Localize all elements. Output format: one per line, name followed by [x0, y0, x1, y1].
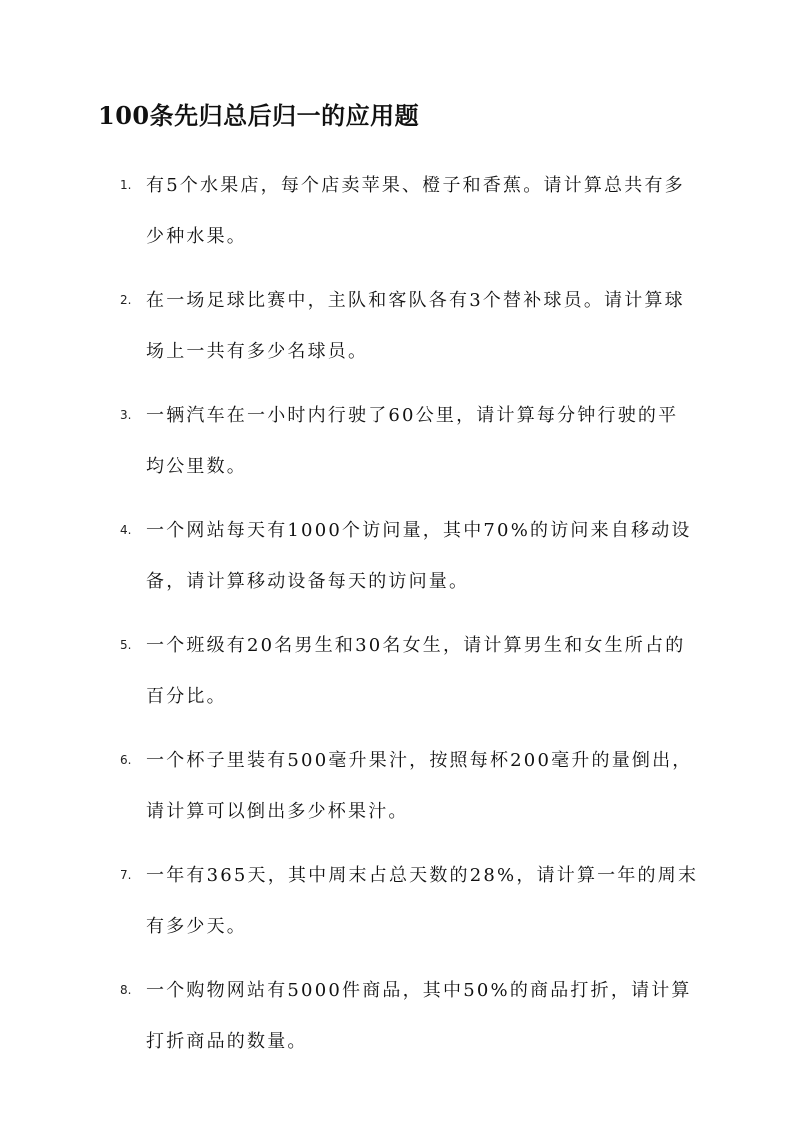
question-number: 2.	[120, 293, 132, 307]
question-text-line-1: 一个杯子里装有500毫升果汁，按照每杯200毫升的量倒出，	[146, 750, 693, 771]
question-number: 8.	[120, 983, 132, 997]
question-text-line-2: 百分比。	[146, 686, 227, 707]
question-item	[0, 168, 800, 283]
question-item	[0, 283, 800, 398]
question-number: 6.	[120, 753, 132, 767]
question-text-line-2: 场上一共有多少名球员。	[146, 341, 369, 362]
question-item	[0, 398, 800, 513]
question-text-line-2: 备，请计算移动设备每天的访问量。	[146, 571, 470, 592]
question-number: 5.	[120, 638, 132, 652]
question-list	[0, 168, 800, 1088]
question-item	[0, 858, 800, 973]
question-text-line-1: 一个购物网站有5000件商品，其中50%的商品打折，请计算	[146, 980, 692, 1001]
question-text-line-1: 一个班级有20名男生和30名女生，请计算男生和女生所占的	[146, 635, 686, 656]
question-text-line-2: 请计算可以倒出多少杯果汁。	[146, 801, 409, 822]
question-number: 1.	[120, 178, 132, 192]
question-text-line-1: 一辆汽车在一小时内行驶了60公里，请计算每分钟行驶的平	[146, 405, 679, 426]
question-number: 4.	[120, 523, 132, 537]
question-text-line-2: 有多少天。	[146, 916, 247, 937]
document-title: 100条先归总后归一的应用题	[98, 101, 420, 130]
question-text-line-2: 打折商品的数量。	[146, 1031, 308, 1052]
question-item	[0, 513, 800, 628]
question-text-line-1: 在一场足球比赛中，主队和客队各有3个替补球员。请计算球	[146, 290, 685, 311]
question-text-line-1: 一年有365天，其中周末占总天数的28%，请计算一年的周末	[146, 865, 699, 886]
question-number: 3.	[120, 408, 132, 422]
question-text-line-2: 均公里数。	[146, 456, 247, 477]
question-number: 7.	[120, 868, 132, 882]
question-text-line-2: 少种水果。	[146, 226, 247, 247]
question-text-line-1: 有5个水果店，每个店卖苹果、橙子和香蕉。请计算总共有多	[146, 175, 685, 196]
question-text-line-1: 一个网站每天有1000个访问量，其中70%的访问来自移动设	[146, 520, 692, 541]
question-item	[0, 628, 800, 743]
question-item	[0, 743, 800, 858]
question-item	[0, 973, 800, 1088]
